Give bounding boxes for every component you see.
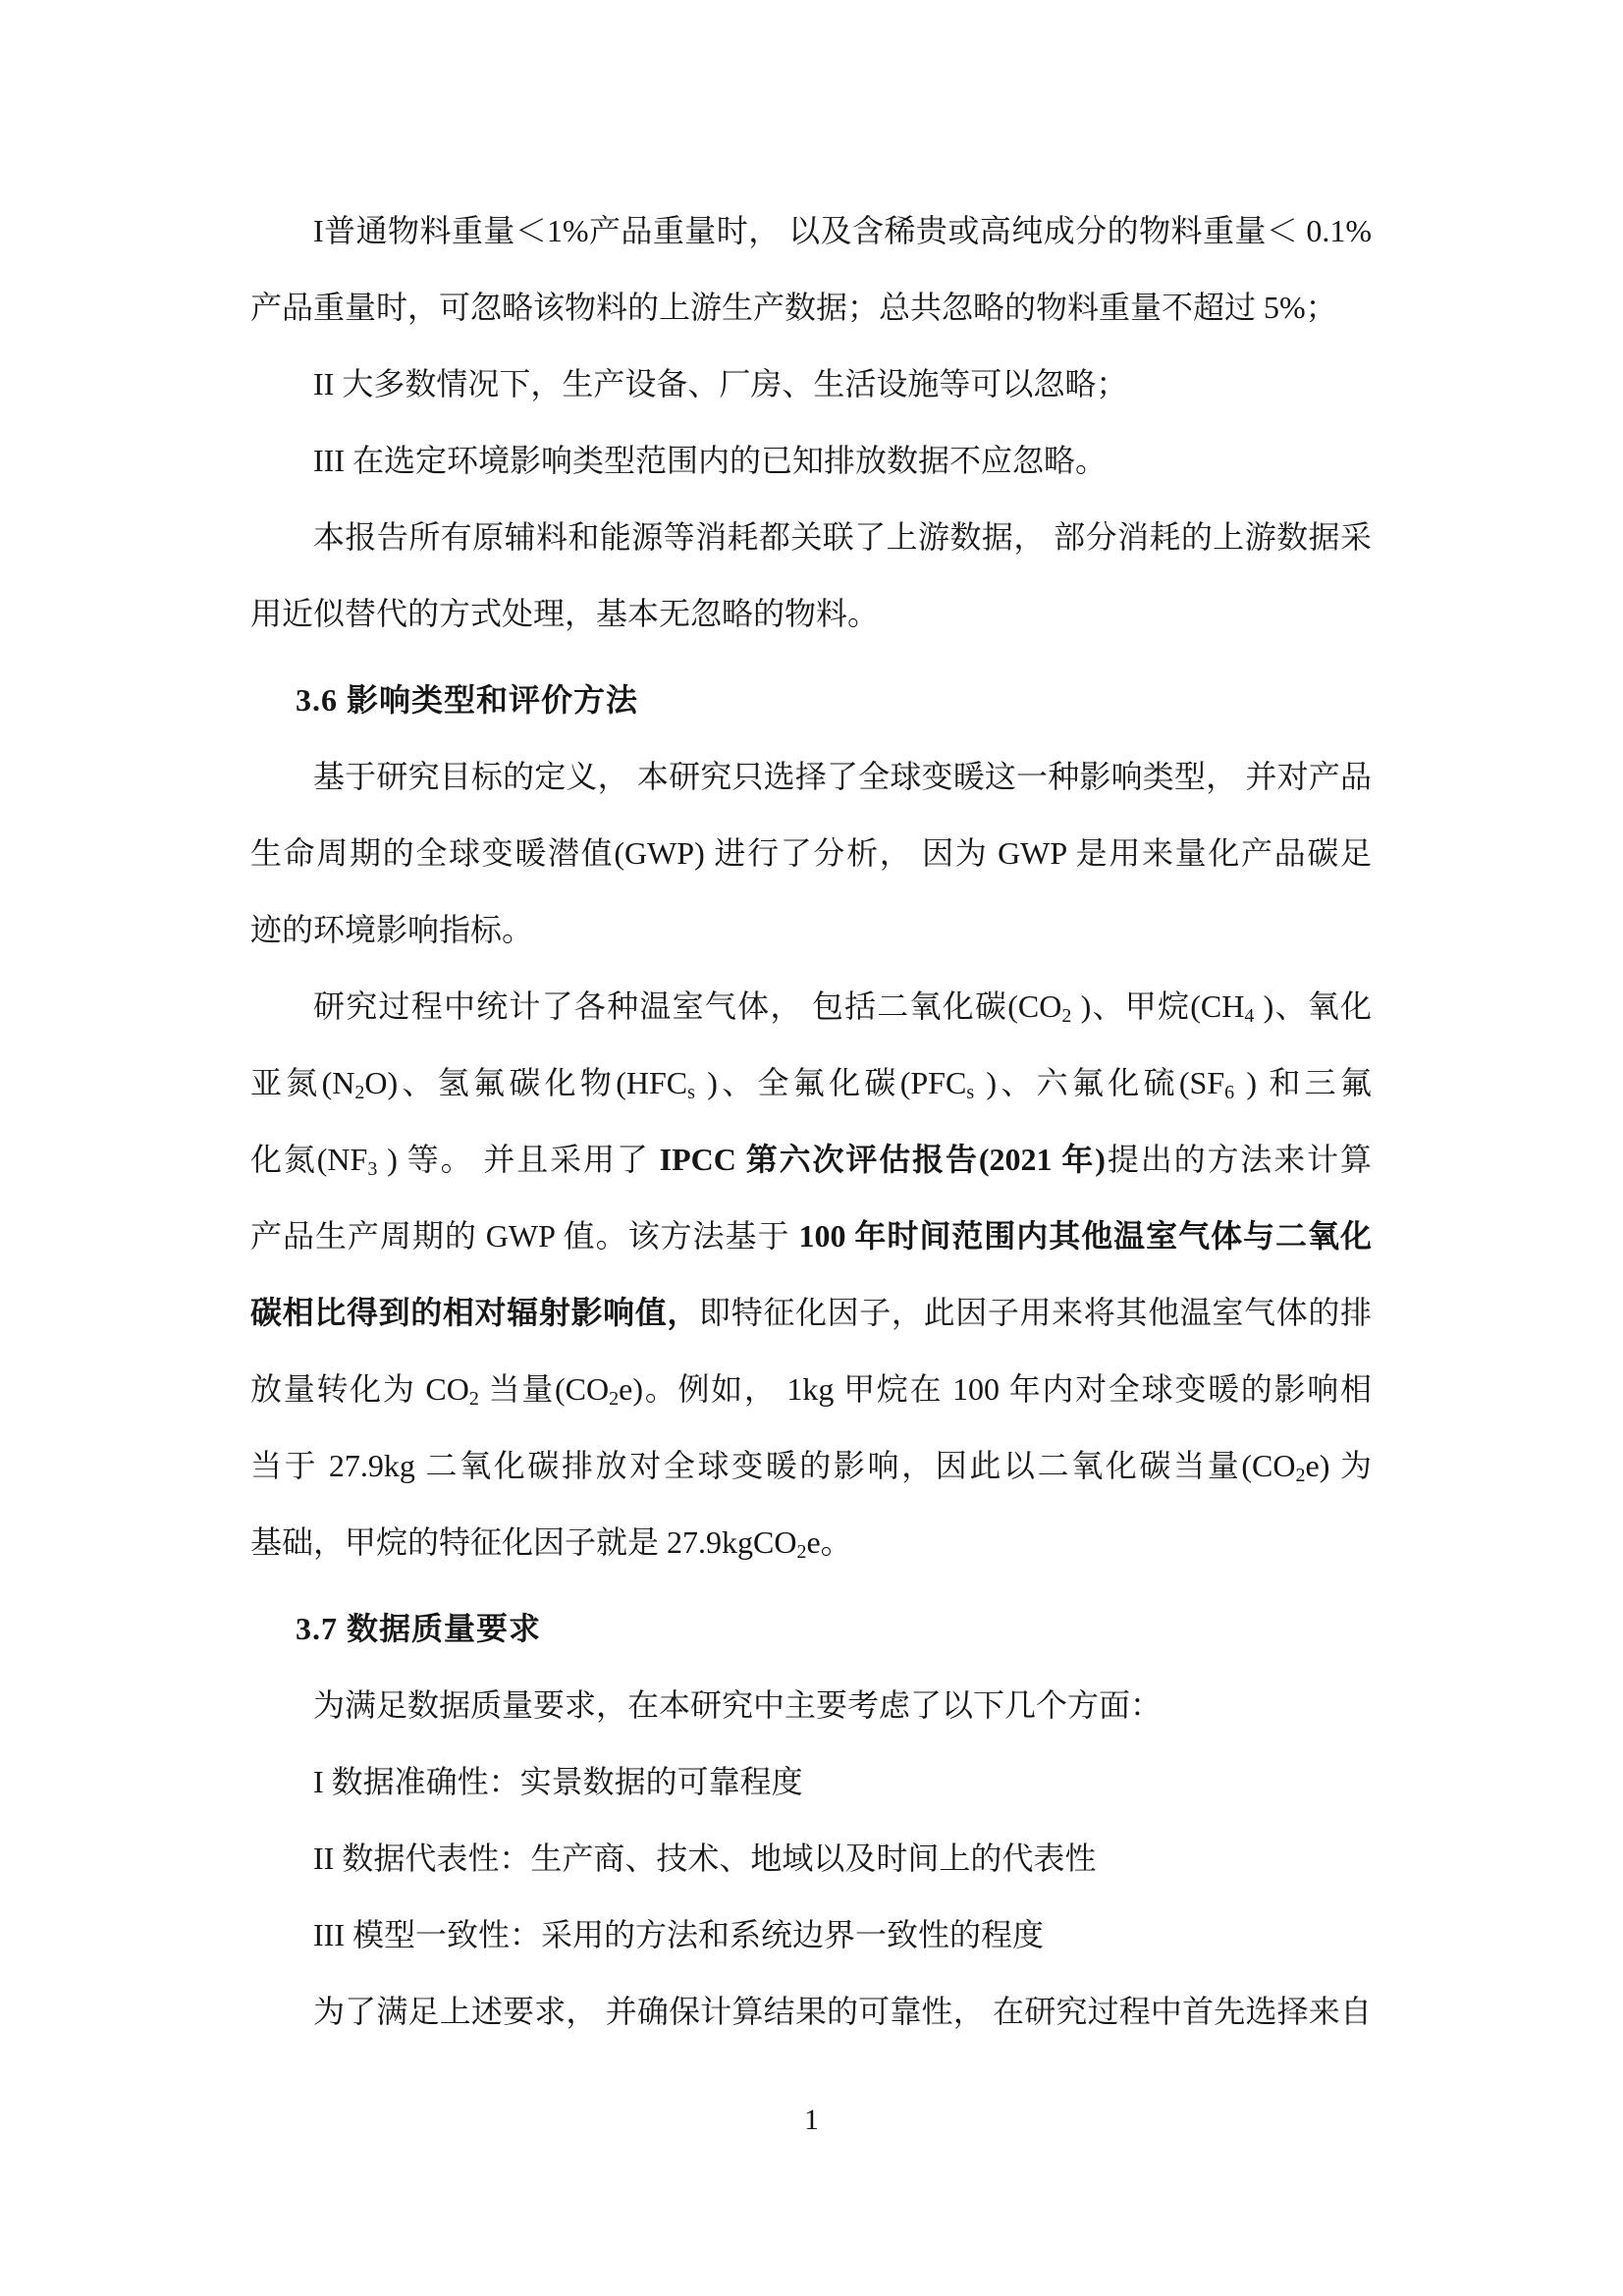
text-segment: III 在选定环境影响类型范围内的已知排放数据不应忽略。 — [313, 443, 1107, 478]
text-segment: II 大多数情况下，生产设备、厂房、生活设施等可以忽略； — [313, 366, 1128, 401]
text-line — [250, 1973, 1372, 2050]
text-line — [250, 1743, 1372, 1820]
text-line — [250, 1198, 1372, 1274]
subscript: 2 — [1061, 1005, 1072, 1027]
text-segment: 研究过程中统计了各种温室气体， 包括二氧化碳(CO — [313, 988, 1062, 1024]
text-line — [250, 1121, 1372, 1198]
text-line — [250, 891, 1372, 968]
subscript: 4 — [1244, 1005, 1255, 1027]
text-line — [250, 346, 1372, 422]
text-segment: 提出的方法来计算 — [1105, 1142, 1372, 1177]
text-line — [250, 1274, 1372, 1351]
bold-text: 100 年时间范围内其他温室气体与二氧化 — [798, 1218, 1372, 1254]
text-line — [250, 1896, 1372, 1973]
subscript: 2 — [468, 1388, 479, 1410]
text-line — [250, 1351, 1372, 1427]
page-number: 1 — [804, 2104, 819, 2136]
bold-text: 3.6 影响类型和评价方法 — [296, 682, 639, 718]
subscript: s — [687, 1082, 695, 1103]
text-segment: 生命周期的全球变暖潜值(GWP) 进行了分析， 因为 GWP 是用来量化产品碳足 — [250, 835, 1372, 871]
page-content — [250, 192, 1372, 2050]
text-segment: 当于 27.9kg 二氧化碳排放对全球变暖的影响，因此以二氧化碳当量(CO — [250, 1448, 1296, 1483]
text-segment: )、氧化 — [1254, 988, 1372, 1024]
page-footer — [0, 2101, 1623, 2140]
text-segment: 为了满足上述要求， 并确保计算结果的可靠性， 在研究过程中首先选择来自 — [313, 1994, 1372, 2029]
bold-text: IPCC 第六次评估报告(2021 年) — [659, 1142, 1106, 1177]
text-segment: )、甲烷(CH — [1071, 988, 1245, 1024]
subscript: 2 — [354, 1082, 365, 1103]
text-segment: 产品生产周期的 GWP 值。该方法基于 — [250, 1218, 799, 1254]
text-line — [250, 1427, 1372, 1504]
text-segment: 基础，甲烷的特征化因子就是 27.9kgCO — [250, 1524, 797, 1560]
subscript: 2 — [609, 1388, 620, 1410]
text-segment: 基于研究目标的定义， 本研究只选择了全球变暖这一种影响类型， 并对产品 — [313, 759, 1372, 794]
text-line — [250, 738, 1372, 815]
subscript: s — [966, 1082, 975, 1103]
text-segment: III 模型一致性：采用的方法和系统边界一致性的程度 — [313, 1917, 1044, 1952]
text-line — [250, 192, 1372, 269]
text-segment: 当量(CO — [478, 1371, 610, 1407]
text-segment: II 数据代表性：生产商、技术、地域以及时间上的代表性 — [313, 1841, 1097, 1876]
text-line — [250, 968, 1372, 1044]
section-heading — [250, 662, 1372, 738]
text-segment: e) 为 — [1305, 1448, 1372, 1483]
text-segment: ) 和三氟 — [1234, 1065, 1372, 1100]
subscript: 2 — [1295, 1465, 1306, 1486]
subscript: 6 — [1224, 1082, 1235, 1103]
text-segment: 迹的环境影响指标。 — [250, 912, 534, 947]
text-line — [250, 499, 1372, 575]
text-segment: 产品重量时，可忽略该物料的上游生产数据；总共忽略的物料重量不超过 5%； — [250, 290, 1337, 325]
text-line — [250, 1504, 1372, 1580]
text-line — [250, 422, 1372, 499]
text-line — [250, 1044, 1372, 1121]
text-line — [250, 1667, 1372, 1743]
text-segment: )、六氟化硫(SF — [974, 1065, 1225, 1100]
text-segment: e)。例如， 1kg 甲烷在 100 年内对全球变暖的影响相 — [619, 1371, 1372, 1407]
text-segment: 放量转化为 CO — [250, 1371, 469, 1407]
subscript: 3 — [367, 1158, 378, 1180]
text-line — [250, 575, 1372, 652]
text-segment: 亚氮(N — [250, 1065, 355, 1100]
bold-text: 3.7 数据质量要求 — [296, 1611, 542, 1646]
text-line — [250, 1820, 1372, 1896]
text-segment: 用近似替代的方式处理，基本无忽略的物料。 — [250, 596, 880, 631]
text-segment: 为满足数据质量要求，在本研究中主要考虑了以下几个方面： — [313, 1687, 1163, 1723]
section-heading — [250, 1590, 1372, 1667]
text-segment: 化氮(NF — [250, 1142, 368, 1177]
bold-text: 碳相比得到的相对辐射影响值， — [250, 1295, 700, 1330]
text-segment: I 数据准确性：实景数据的可靠程度 — [313, 1764, 803, 1799]
text-segment: 本报告所有原辅料和能源等消耗都关联了上游数据， 部分消耗的上游数据采 — [313, 519, 1372, 555]
text-segment: O)、氢氟碳化物(HFC — [364, 1065, 688, 1100]
subscript: 2 — [796, 1541, 807, 1563]
text-segment: )、全氟化碳(PFC — [694, 1065, 967, 1100]
text-segment: e。 — [806, 1524, 852, 1560]
text-segment: 即特征化因子，此因子用来将其他温室气体的排 — [699, 1295, 1372, 1330]
text-segment: I普通物料重量＜1%产品重量时， 以及含稀贵或高纯成分的物料重量＜ 0.1% — [313, 213, 1372, 248]
text-line — [250, 269, 1372, 346]
text-segment: ) 等。 并且采用了 — [377, 1142, 660, 1177]
text-line — [250, 815, 1372, 891]
